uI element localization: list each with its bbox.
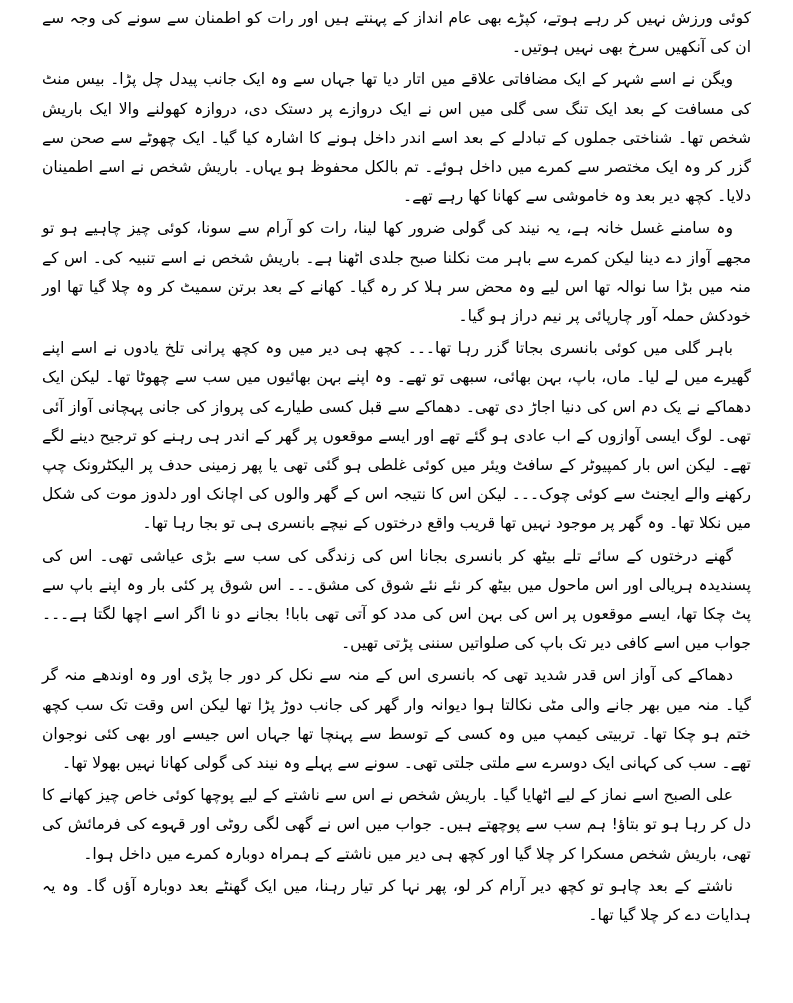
paragraph-1: کوئی ورزش نہیں کر رہے ہوتے، کپڑے بھی عام انداز کے پہنتے ہیں اور رات کو اطمنان سے سونے کی وجہ سے ان کی آنکھیں سرخ بھی نہیں ہوتیں۔ [42, 9, 751, 57]
paragraph-2: ویگن نے اسے شہر کے ایک مضافاتی علاقے میں اتار دیا تھا جہاں سے وہ ایک جانب پیدل چل پڑا۔ بیس منٹ کی مسافت کے بعد ایک تنگ سی گلی میں اس نے ایک دروازے پر دستک دی، دروازہ کھولنے والا ایک باریش شخص تھا۔ شناختی جملوں کے تبادلے کے بعد اسے اندر داخل ہونے کا اشارہ کیا گیا۔ ایک چھوٹے سے صحن سے گزر کر وہ ایک مختصر سے کمرے میں داخل ہوئے۔ تم بالکل محفوظ ہو یہاں۔ باریش شخص نے اسے اطمینان دلایا۔ کچھ دیر بعد وہ خاموشی سے کھانا کھا رہے تھے۔ [42, 70, 751, 206]
paragraph-4: باہر گلی میں کوئی بانسری بجاتا گزر رہا تھا۔۔۔ کچھ ہی دیر میں وہ کچھ پرانی تلخ یادوں نے اسے اپنے گھیرے میں لے لیا۔ ماں، باپ، بہن بھائی، سبھی تو تھے۔ وہ اپنے بہن بھائیوں میں سب سے چھوٹا تھا۔ لیکن ایک دھماکے نے یک دم اس کی دنیا اجاڑ دی تھی۔ دھماکے سے قبل کسی طیارے کی پرواز کی جانی پہچانی آواز آئی تھی۔ لوگ ایسی آوازوں کے اب عادی ہو گئے تھے اور ایسے موقعوں پر گھر کے اندر ہی رہنے کو ترجیح دینے لگے تھے۔ لیکن اس بار کمپیوٹر کے سافٹ ویئر میں کوئی غلطی ہو گئی تھی یا پھر زمینی حدف پر الیکٹرونک چپ رکھنے والے ایجنٹ سے کوئی چوک۔۔۔ لیکن اس کا نتیجہ اس کے گھر والوں کی اچانک اور دلدوز موت کی شکل میں نکلا تھا۔ وہ گھر پر موجود نہیں تھا قریب واقع درختوں کے نیچے بانسری ہی تو بجا رہا تھا۔ [42, 339, 751, 533]
paragraph-3: وہ سامنے غسل خانہ ہے، یہ نیند کی گولی ضرور کھا لینا، رات کو آرام سے سونا، کوئی چیز چاہیے ہو تو مجھے آواز دے دینا لیکن کمرے سے باہر مت نکلنا صبح جلدی اٹھنا ہے۔ باریش شخص نے اسے تنبیہ کی۔ اس کے منہ میں بڑا سا نوالہ تھا اس لیے وہ محض سر ہلا کر رہ گیا۔ کھانے کے بعد برتن سمیٹ کر وہ چلا گیا تھا اور خودکش حملہ آور چارپائی پر نیم دراز ہو گیا۔ [42, 219, 751, 326]
paragraph-5: گھنے درختوں کے سائے تلے بیٹھ کر بانسری بجانا اس کی زندگی کی سب سے بڑی عیاشی تھی۔ اس کی پسندیدہ ہریالی اور اس ماحول میں بیٹھ کر نئے نئے شوق کی مشق۔۔۔ اس شوق پر کئی بار وہ اپنے باپ سے پٹ چکا تھا، ایسے موقعوں پر اس کی بہن اس کی مدد کو آتی تھی بابا! بجانے دو نا اگر اسے اچھا لگتا ہے۔۔۔ جواب میں اسے کافی دیر تک باپ کی صلواتیں سننی پڑتی تھیں۔ [42, 546, 751, 653]
paragraph-7: علی الصبح اسے نماز کے لیے اٹھایا گیا۔ باریش شخص نے اس سے ناشتے کے لیے پوچھا کوئی خاص چیز کھانے کا دل کر رہا ہو تو بتاؤ! ہم سب سے پوچھتے ہیں۔ جواب میں اس نے گھی لگی روٹی اور قہوے کی فرمائش کی تھی، باریش شخص مسکرا کر چلا گیا اور کچھ ہی دیر میں ناشتے کے ہمراہ دوبارہ کمرے میں داخل ہوا۔ [42, 786, 751, 863]
paragraph-6: دھماکے کی آواز اس قدر شدید تھی کہ بانسری اس کے منہ سے نکل کر دور جا پڑی اور وہ اوندھے منہ گر گیا۔ منہ میں بھر جانے والی مٹی نکالتا ہوا دیوانہ وار گھر کی جانب دوڑ پڑا تھا لیکن اس وقت تک سب کچھ ختم ہو چکا تھا۔ تربیتی کیمپ میں وہ کسی کے توسط سے پہنچا تھا جہاں اس جیسے اور بھی کئی نوجوان تھے۔ سب کی کہانی ایک دوسرے سے ملتی جلتی تھی۔ سونے سے پہلے وہ نیند کی گولی کھانا نہیں بھولا تھا۔ [42, 666, 751, 773]
paragraph-8: ناشتے کے بعد چاہو تو کچھ دیر آرام کر لو، پھر نہا کر تیار رہنا، میں ایک گھنٹے بعد دوبارہ آؤں گا۔ وہ یہ ہدایات دے کر چلا گیا تھا۔ [42, 876, 751, 925]
